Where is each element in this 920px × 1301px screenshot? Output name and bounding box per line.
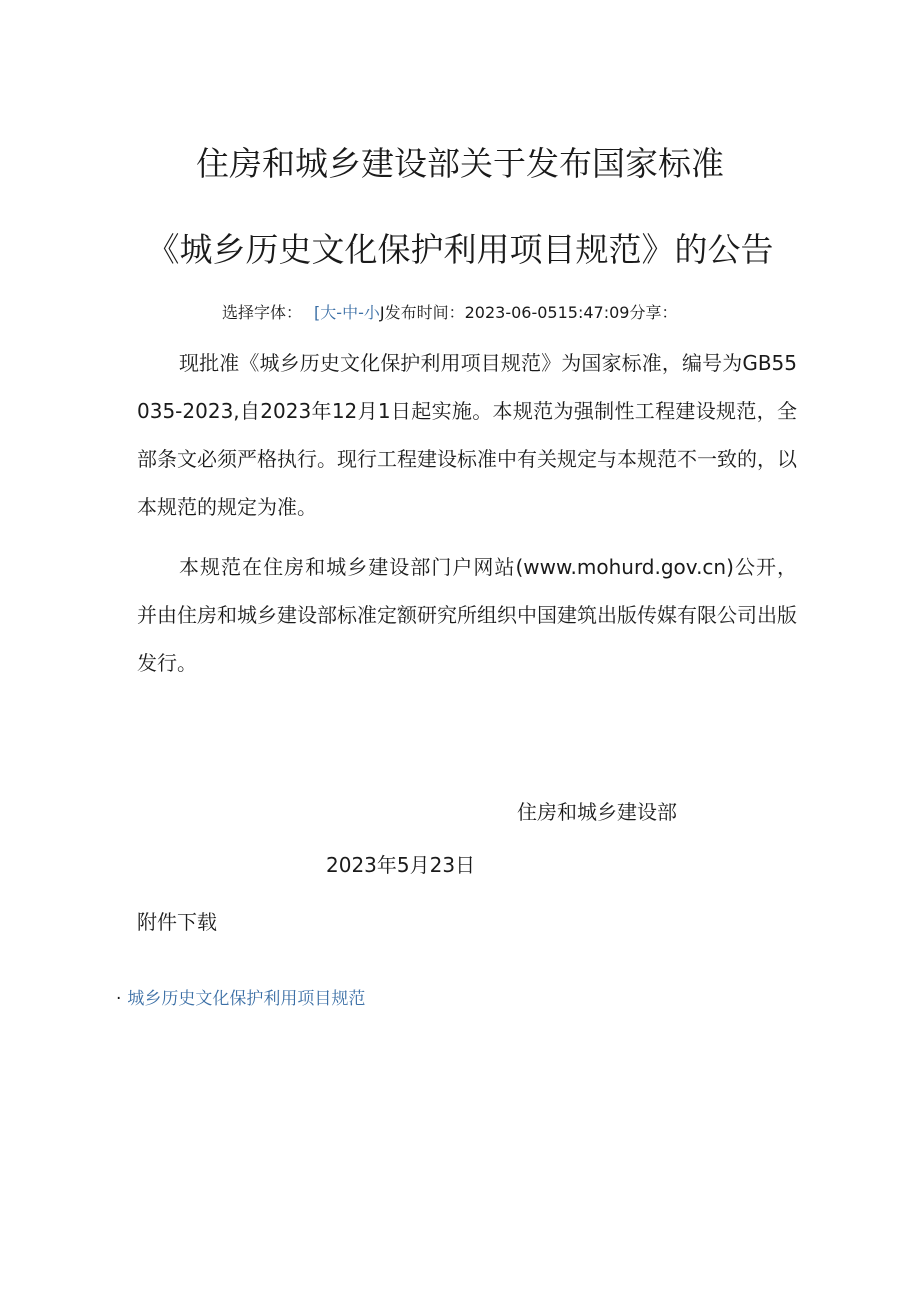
attachment-item — [116, 984, 365, 1009]
attachment-download-link[interactable]: 城乡历史文化保护利用项目规范 — [127, 989, 366, 1009]
font-size-medium-link[interactable]: 中 — [342, 303, 359, 322]
body-paragraph-2: 本规范在住房和城乡建设部门户网站(www.mohurd.gov.cn)公开，并由住房和城乡建设部标准定额研究所组织中国建筑出版传媒有限公司出版发行。 — [137, 555, 797, 675]
font-size-selector — [314, 303, 380, 322]
font-size-small-link[interactable]: 小 — [363, 303, 380, 322]
attachments-heading: 附件下载 — [137, 910, 217, 934]
issue-date: 2023年5月23日 — [326, 853, 476, 877]
publish-time-value: 2023-06-0515:47:09 — [464, 303, 630, 322]
publish-time-label: 发布时间： — [384, 303, 465, 322]
share-label: 分享： — [629, 303, 678, 322]
page-title-line-1: 住房和城乡建设部关于发布国家标准 — [196, 144, 724, 183]
font-size-large-link[interactable]: 大 — [320, 303, 337, 322]
article-meta — [222, 300, 677, 323]
font-size-bracket-open: [ — [314, 303, 321, 322]
font-size-bracket-close: J — [379, 303, 385, 322]
font-size-separator: - — [336, 303, 343, 322]
font-size-separator: - — [358, 303, 364, 322]
issuer-signature: 住房和城乡建设部 — [517, 800, 677, 824]
page-title-line-2: 《城乡历史文化保护利用项目规范》的公告 — [146, 230, 774, 269]
font-size-label: 选择字体： — [222, 303, 303, 322]
body-paragraph-1: 现批准《城乡历史文化保护利用项目规范》为国家标准，编号为GB55035-2023,自2023年12月1日起实施。本规范为强制性工程建设规范，全部条文必须严格执行。现行工程建设标准中有关规定与本规范不一致的，以本规范的规定为准。 — [137, 351, 797, 519]
bullet-icon: · — [116, 989, 122, 1009]
